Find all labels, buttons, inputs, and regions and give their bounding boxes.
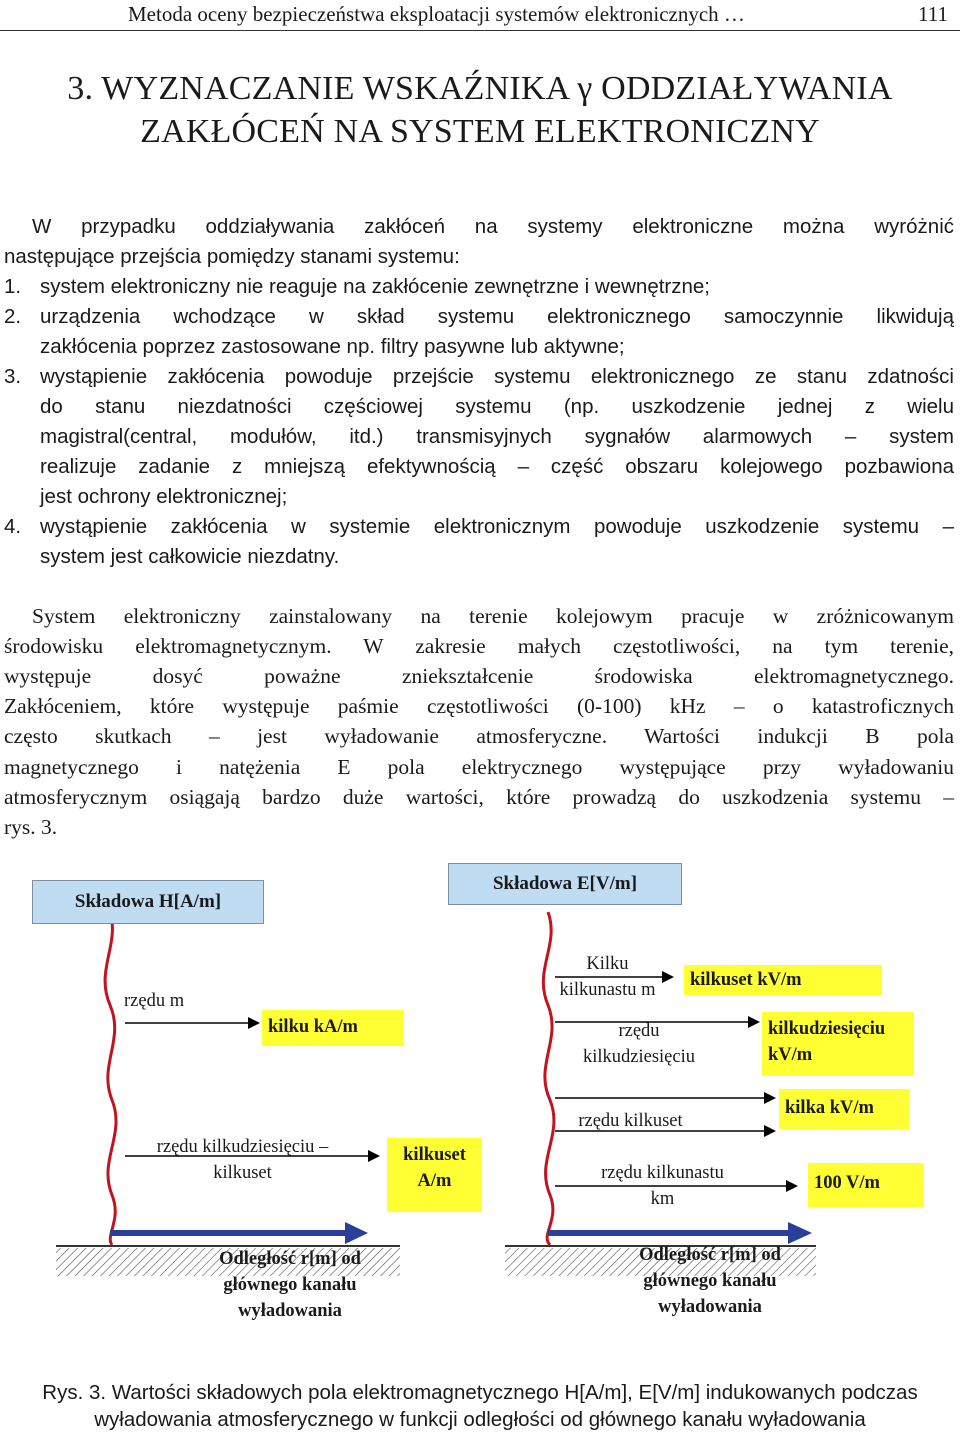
- paragraph-line: środowisku elektromagnetycznym. W zakresie małych częstotliwości, na tym terenie,: [4, 634, 954, 658]
- value-box: kilkuset kV/m: [684, 965, 882, 995]
- distance-label-line: kilkuset: [213, 1163, 272, 1183]
- list-number: 1.: [4, 275, 22, 298]
- list-item-2-line-1: urządzenia wchodzące w skład systemu elektronicznego samoczynnie likwidują: [40, 305, 954, 328]
- paragraph-line: często skutkach – jest wyładowanie atmosferyczne. Wartości indukcji B pola: [4, 724, 954, 748]
- axis-label-line: Odległość r[m] od: [219, 1249, 361, 1269]
- value-box: [387, 1138, 482, 1212]
- list-number: 4.: [4, 515, 22, 538]
- distance-label-line: rzędu kilkudziesięciu –: [156, 1137, 329, 1157]
- pointer-arrowhead: [248, 1017, 260, 1029]
- value-box: kilku kA/m: [262, 1010, 404, 1046]
- distance-axis-arrowhead-left: [345, 1222, 368, 1244]
- distance-label-line: kilkunastu m: [559, 980, 656, 1000]
- axis-label-line: głównego kanału: [643, 1271, 777, 1291]
- list-item-3-line-3: magistral(central, modułów, itd.) transmisyjnych sygnałów alarmowych – system: [40, 425, 954, 448]
- axis-label: [180, 1246, 400, 1324]
- section-heading-line-2: ZAKŁÓCEŃ NA SYSTEM ELEKTRONICZNY: [140, 113, 820, 150]
- paragraph-line: rys. 3.: [4, 815, 58, 839]
- value-box-line: kV/m: [768, 1045, 813, 1065]
- axis-label-line: głównego kanału: [223, 1275, 357, 1295]
- value-box: [762, 1012, 914, 1076]
- pointer-arrowhead: [748, 1016, 760, 1028]
- paragraph-line: Zakłóceniem, które występuje paśmie częstotliwości (0-100) kHz – o katastroficznych: [4, 694, 954, 718]
- list-item-2-line-2: zakłócenia poprzez zastosowane np. filtry pasywne lub aktywne;: [40, 335, 625, 358]
- distance-axis-arrowhead-right: [788, 1222, 812, 1244]
- pointer-arrowhead: [786, 1180, 798, 1192]
- h-component-title: Składowa H[A/m]: [32, 880, 264, 924]
- list-item-3-line-1: wystąpienie zakłócenia powoduje przejście systemu elektronicznego ze stanu zdatności: [40, 365, 954, 388]
- list-item-4-line-1: wystąpienie zakłócenia w systemie elektronicznym powoduje uszkodzenie systemu –: [40, 515, 954, 538]
- axis-label: [600, 1242, 820, 1320]
- paragraph-line: atmosferycznym osiągają bardzo duże wartości, które prowadzą do uszkodzenia systemu –: [4, 785, 954, 809]
- value-box-line: kilkudziesięciu: [768, 1019, 886, 1039]
- list-item-3-line-5: jest ochrony elektronicznej;: [40, 485, 288, 508]
- intro-line-1: W przypadku oddziaływania zakłóceń na systemy elektroniczne można wyróżnić: [32, 215, 954, 238]
- list-item-1-line-1: system elektroniczny nie reaguje na zakłócenie zewnętrzne i wewnętrzne;: [40, 275, 711, 298]
- axis-label-line: wyładowania: [658, 1297, 762, 1317]
- running-head-title: Metoda oceny bezpieczeństwa eksploatacji systemów elektronicznych …: [128, 2, 745, 26]
- pointer-arrowhead: [764, 1092, 776, 1104]
- distance-label: [140, 1134, 345, 1186]
- distance-label: rzędu m: [124, 991, 185, 1011]
- e-component-title: Składowa E[V/m]: [448, 863, 682, 905]
- lightning-channel-left: [105, 912, 116, 1245]
- value-box: kilka kV/m: [779, 1089, 909, 1129]
- list-item-3-line-2: do stanu niezdatności częściowej systemu (np. uszkodzenie jednej z wielu: [40, 395, 954, 418]
- value-box-line: A/m: [417, 1171, 452, 1191]
- distance-label: rzędu kilkuset: [578, 1111, 683, 1131]
- distance-label-line: rzędu kilkunastu: [601, 1163, 724, 1183]
- running-head: [0, 0, 960, 31]
- distance-label-line: km: [650, 1189, 675, 1209]
- list-number: 3.: [4, 365, 22, 388]
- distance-label: [565, 1018, 713, 1070]
- distance-label: [545, 951, 670, 1003]
- value-box-line: kilkuset: [403, 1145, 466, 1165]
- intro-line-2: następujące przejścia pomiędzy stanami systemu:: [4, 245, 460, 268]
- axis-label-line: wyładowania: [238, 1301, 342, 1321]
- figure-caption-line-1: Rys. 3. Wartości składowych pola elektromagnetycznego H[A/m], E[V/m] indukowanych podczas: [42, 1381, 918, 1404]
- list-item-4-line-2: system jest całkowicie niezdatny.: [40, 545, 340, 568]
- list-item-3-line-4: realizuje zadanie z mniejszą efektywnością – część obszaru kolejowego pozbawiona: [40, 455, 954, 478]
- page-number: 111: [918, 2, 948, 26]
- distance-label: [580, 1160, 745, 1212]
- paragraph-line: System elektroniczny zainstalowany na terenie kolejowym pracuje w zróżnicowanym: [32, 604, 954, 628]
- figure-caption-line-2: wyładowania atmosferycznego w funkcji odległości od głównego kanału wyładowania: [94, 1408, 866, 1431]
- axis-label-line: Odległość r[m] od: [639, 1245, 781, 1265]
- pointer-arrowhead: [764, 1125, 776, 1137]
- distance-label-line: Kilku: [586, 954, 629, 974]
- paragraph-line: występuje dosyć poważne zniekształcenie środowiska elektromagnetycznego.: [4, 664, 954, 688]
- section-heading-line-1: 3. WYZNACZANIE WSKAŹNIKA γ ODDZIAŁYWANIA: [67, 70, 893, 107]
- distance-label-line: rzędu: [618, 1021, 660, 1041]
- distance-label-line: kilkudziesięciu: [583, 1047, 695, 1067]
- paragraph-line: magnetycznego i natężenia E pola elektrycznego występujące przy wyładowaniu: [4, 755, 954, 779]
- list-number: 2.: [4, 305, 22, 328]
- pointer-arrowhead: [368, 1150, 380, 1162]
- value-box: 100 V/m: [808, 1163, 924, 1207]
